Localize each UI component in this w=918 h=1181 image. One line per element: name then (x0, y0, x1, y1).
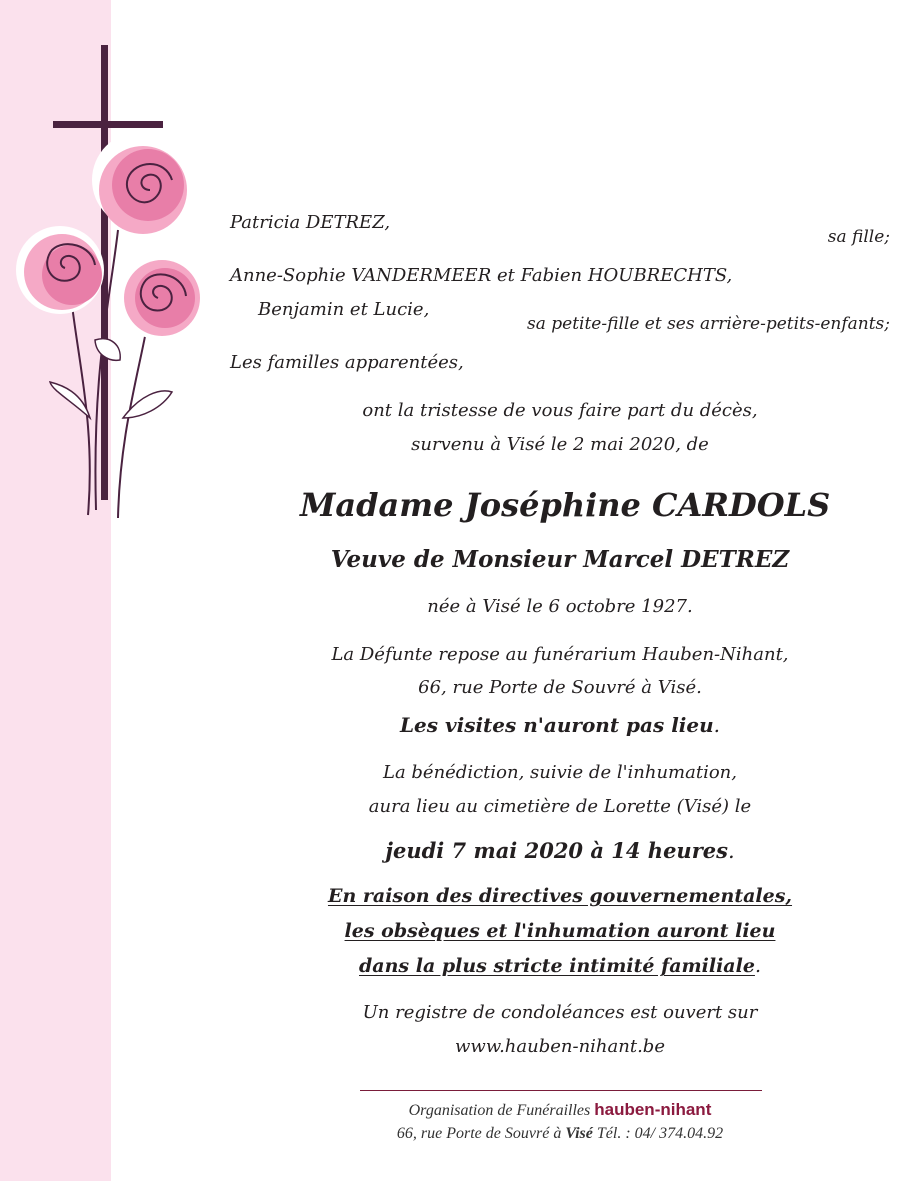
grandchildren-line1: Anne-Sophie VANDERMEER et Fabien HOUBRECHTS, (230, 265, 733, 286)
grandchildren-role: sa petite-fille et ses arrière-petits-enfants; (527, 314, 890, 334)
repose-line1: La Défunte repose au funérarium Hauben-Nihant, (331, 644, 789, 665)
footer-organisation (300, 1100, 820, 1120)
ceremony-date-period: . (727, 839, 735, 863)
footer-divider (360, 1090, 762, 1091)
visits-text: Les visites n'auront pas lieu (399, 713, 714, 737)
ceremony-line2: aura lieu au cimetière de Lorette (Visé) le (368, 796, 752, 817)
widow-of: Veuve de Monsieur Marcel DETREZ (330, 546, 790, 573)
visits-period: . (713, 713, 721, 737)
notice-line3 (300, 955, 820, 977)
footer-address (300, 1125, 820, 1143)
ceremony-date-text: jeudi 7 mai 2020 à 14 heures (385, 838, 728, 863)
notice-line1: En raison des directives gouvernementales, (327, 885, 793, 907)
ceremony-date (300, 838, 820, 863)
birth-info: née à Visé le 6 octobre 1927. (427, 596, 693, 617)
notice-line3-period: . (754, 955, 761, 977)
footer-org-label: Organisation de Funérailles (408, 1102, 591, 1119)
roses-icon (16, 132, 202, 518)
notice-line3-text: dans la plus stricte intimité familiale (359, 955, 755, 977)
brand-logo: hauben-nihant (594, 1100, 712, 1119)
daughter-role: sa fille; (827, 227, 890, 247)
condolences-url[interactable]: www.hauben-nihant.be (455, 1036, 665, 1057)
announcement-line1: ont la tristesse de vous faire part du décès, (362, 400, 758, 421)
footer-address-pre: 66, rue Porte de Souvré à (396, 1125, 562, 1142)
visits-notice (300, 713, 820, 737)
grandchildren-line2: Benjamin et Lucie, (258, 299, 430, 320)
footer-phone: Tél. : 04/ 374.04.92 (596, 1125, 724, 1142)
deceased-name: Madame Joséphine CARDOLS (300, 486, 831, 524)
daughter-name: Patricia DETREZ, (230, 212, 391, 233)
announcement-line2: survenu à Visé le 2 mai 2020, de (411, 434, 709, 455)
related-families: Les familles apparentées, (230, 352, 464, 373)
condolences-line1: Un registre de condoléances est ouvert sur (362, 1002, 758, 1023)
cross-and-roses-illustration (0, 40, 220, 540)
footer-address-city: Visé (565, 1125, 593, 1142)
notice-line2: les obsèques et l'inhumation auront lieu (344, 920, 776, 942)
ceremony-line1: La bénédiction, suivie de l'inhumation, (382, 762, 737, 783)
repose-line2: 66, rue Porte de Souvré à Visé. (418, 677, 702, 698)
